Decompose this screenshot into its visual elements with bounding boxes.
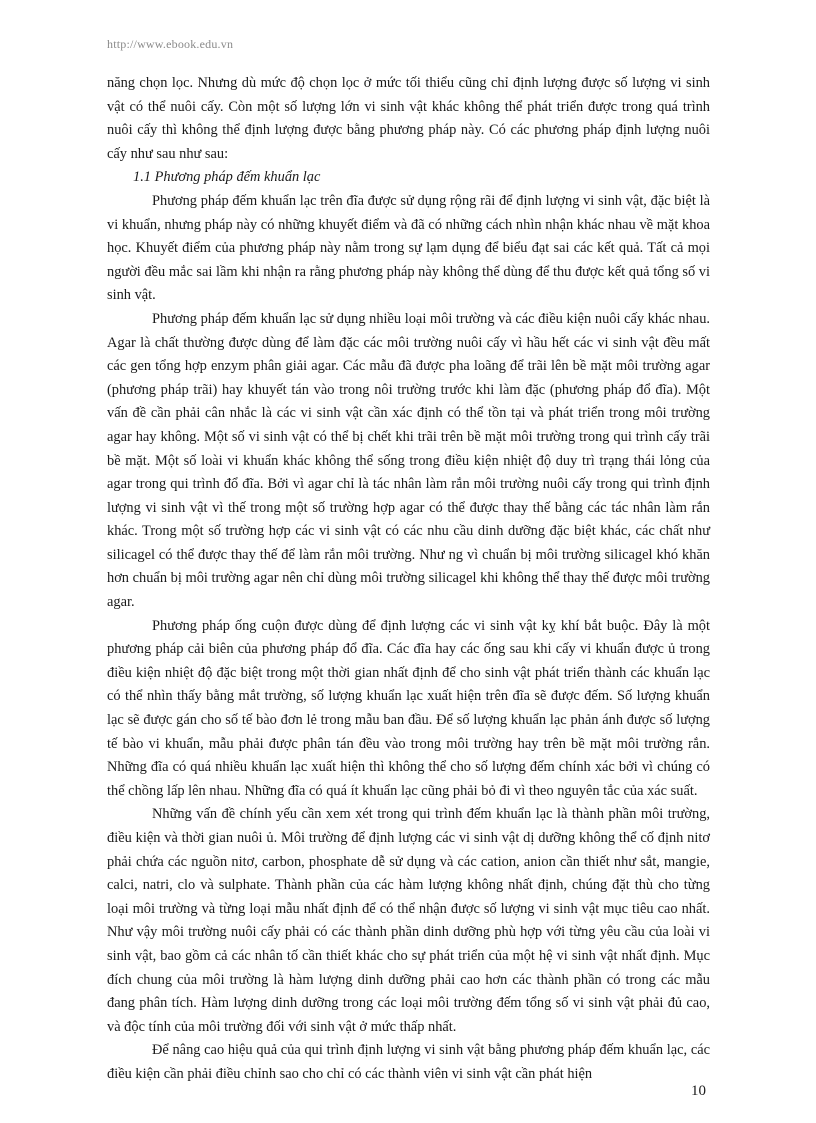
intro-paragraph: năng chọn lọc. Nhưng dù mức độ chọn lọc ở mức tối thiểu cũng chỉ định lượng được số lượng vi sinh vật có thể nuôi cấy. Còn một số lượng lớn vi sinh vật khác không thể phát triển được trong quá trình nuôi cấy thì không thể định lượng được bằng phương pháp này. Có các phương pháp định lượng nuôi cấy như sau như sau:: [107, 75, 710, 162]
body-paragraph: Phương pháp đếm khuẩn lạc sử dụng nhiều loại môi trường và các điều kiện nuôi cấy khác nhau. Agar là chất thường được dùng để làm đặc các môi trường nuôi cấy vì hầu hết các vi sinh vật đều mất các gen tổng hợp enzym phân giải agar. Các mẫu đã được pha loãng để trãi lên bề mặt môi trường agar (phương pháp trãi) hay khuyết tán vào trong nôi trường trước khi làm đặc (phương pháp đổ đĩa). Một vấn đề cần phải cân nhắc là các vi sinh vật cần xác định có thể tồn tại và phát triển trong môi trường agar hay không. Một số vi sinh vật có thể bị chết khi trãi trên bề mặt môi trường trong qui trình cấy trãi bề mặt. Một số loài vi khuẩn khác không thể sống trong điều kiện nhiệt độ duy trì trạng thái lỏng của agar trong qui trình đổ đĩa. Bởi vì agar chỉ là tác nhân làm rắn môi trường nuôi cấy trong qui trình định lượng vi sinh vật vì thế trong một số trường hợp agar có thể được thay thế bằng các tác nhân làm rắn khác. Trong một số trường hợp các vi sinh vật có các nhu cầu dinh dưỡng đặc biệt khác, các chất như silicagel có thể được thay thế để làm rắn môi trường. Như ng vì chuẩn bị môi trường silicagel khó khăn hơn chuẩn bị môi trường agar nên chỉ dùng môi trường silicagel khi không thể thay thế được môi trường agar.: [107, 310, 710, 611]
section-heading: 1.1 Phương pháp đếm khuẩn lạc: [133, 169, 321, 186]
body-paragraph: Phương pháp ống cuộn được dùng để định lượng các vi sinh vật kỵ khí bắt buộc. Đây là một phương pháp cải biên của phương pháp đổ đĩa. Các đĩa hay các ống sau khi cấy vi khuẩn được ủ trong điều kiện nhiệt độ đặc biệt trong một thời gian nhất định để cho sinh vật phát triển thành các khuẩn lạc có thể nhìn thấy bằng mắt trường, số lượng khuẩn lạc xuất hiện trên đĩa sẽ được đếm. Số lượng khuẩn lạc sẽ được gán cho số tế bào đơn lẻ trong mẫu ban đầu. Để số lượng khuẩn lạc phản ánh được số lượng tế bào vi khuẩn, mẫu phải được phân tán đều vào trong môi trường hay trên bề mặt môi trường rắn. Những đĩa có quá nhiều khuẩn lạc xuất hiện thì không thể cho số lượng đếm chính xác bởi vì chúng có thể chồng lấp lên nhau. Những đĩa có quá ít khuẩn lạc cũng phải bỏ đi vì theo nguyên tắc của xác suất.: [107, 617, 710, 799]
body-paragraph: Phương pháp đếm khuẩn lạc trên đĩa được sử dụng rộng rãi để định lượng vi sinh vật, đặc biệt là vi khuẩn, nhưng pháp này có những khuyết điểm và đã có những cách nhìn nhận khác nhau về mặt khoa học. Khuyết điểm của phương pháp này nằm trong sự lạm dụng để biểu đạt sai các kết quả. Tất cả mọi người đều mắc sai lầm khi nhận ra rằng phương pháp này không thể dùng để thu được kết quả tổng số vi sinh vật.: [107, 192, 710, 304]
page-number: 10: [691, 1083, 706, 1099]
body-paragraph: Những vấn đề chính yếu cần xem xét trong qui trình đếm khuẩn lạc là thành phần môi trường, điều kiện và thời gian nuôi ủ. Môi trường để định lượng các vi sinh vật dị dưỡng không thể cố định nitơ phải chứa các nguồn nitơ, carbon, phosphate dễ sử dụng và các cation, anion cần thiết như sắt, mangie, calci, natri, clo và sulphate. Thành phần của các hàm lượng không nhất định, chúng đặt thù cho từng loại môi trường và từng loại mẫu nhất định để có thể nhận được số lượng vi sinh vật mục tiêu cao nhất. Như vậy môi trường nuôi cấy phải có các thành phần dinh dưỡng phù hợp với từng yêu cầu của loài vi sinh vật, bao gồm cả các nhân tố cần thiết khác cho sự phát triển của một hệ vi sinh vật nhất định. Mục đích chung của môi trường là hàm lượng dinh dưỡng phải cao hơn các thành phần có trong các mẫu đang phân tích. Hàm lượng dinh dưỡng trong các loại môi trường đếm tổng số vi sinh vật phải đủ cao, và độc tính của môi trường đối với sinh vật ở mức thấp nhất.: [107, 806, 710, 1035]
header-url: http://www.ebook.edu.vn: [107, 37, 234, 51]
body-paragraph: Để nâng cao hiệu quả của qui trình định lượng vi sinh vật bằng phương pháp đếm khuẩn lạc, các điều kiện cần phải điều chỉnh sao cho chỉ có các thành viên vi sinh vật cần phát hiện: [107, 1042, 710, 1082]
page-body: [107, 72, 710, 1087]
